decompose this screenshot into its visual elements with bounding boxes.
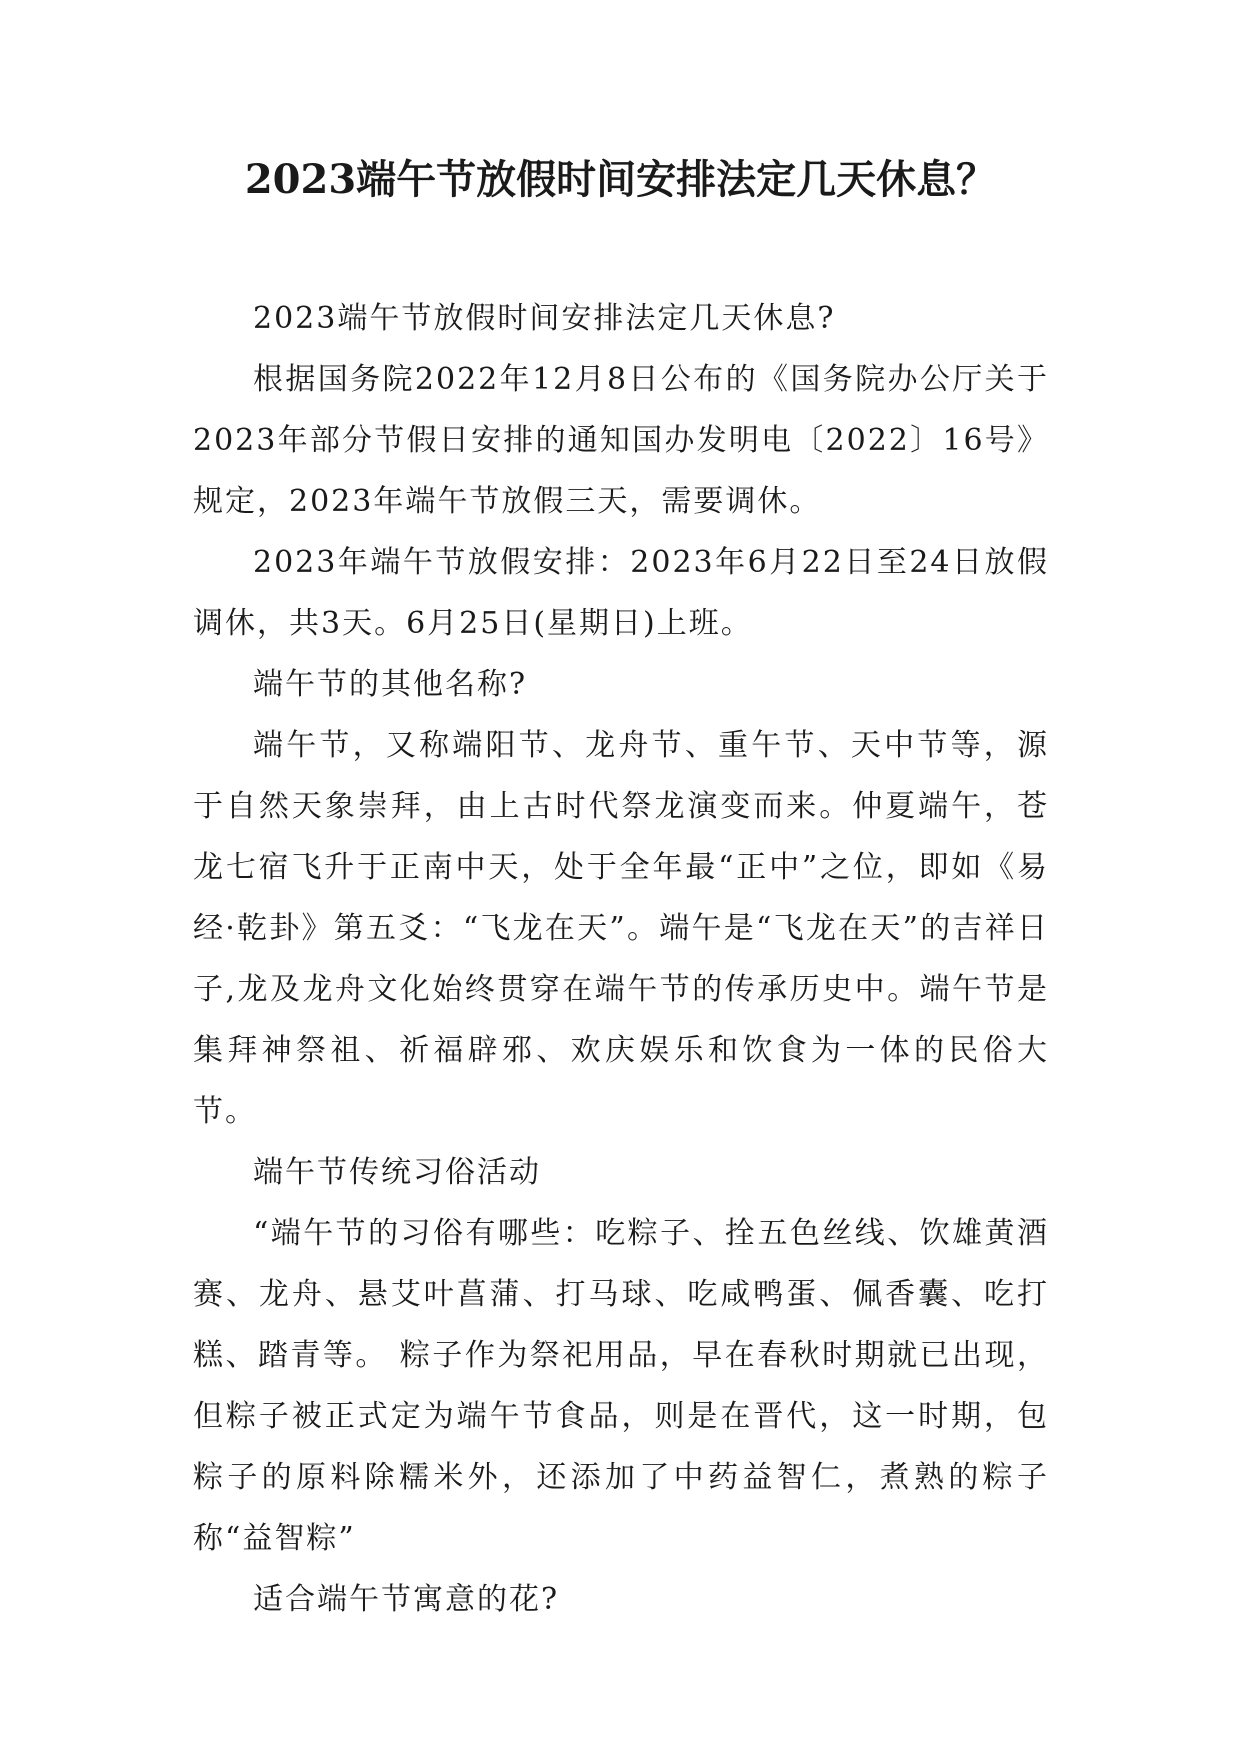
paragraph-heading-customs: 端午节传统习俗活动 <box>253 1155 541 1190</box>
document-title: 2023端午节放假时间安排法定几天休息？ <box>244 156 997 203</box>
document-body <box>193 288 1049 1630</box>
paragraph-heading-flowers: 适合端午节寓意的花? <box>253 1582 560 1617</box>
paragraph-question-holiday: 2023端午节放假时间安排法定几天休息? <box>253 301 836 336</box>
paragraph-holiday-schedule: 2023年端午节放假安排：2023年6月22日至24日放假调休，共3天。6月25日(星期日)上班。 <box>193 545 1049 641</box>
paragraph-customs: “端午节的习俗有哪些：吃粽子、拴五色丝线、饮雄黄酒赛、龙舟、悬艾叶菖蒲、打马球、吃咸鸭蛋、佩香囊、吃打糕、踏青等。 粽子作为祭祀用品，早在春秋时期就已出现，但粽子被正式定为端午节食品，则是在晋代，这一时期，包粽子的原料除糯米外，还添加了中药益智仁，煮熟的粽子称“益智粽” <box>193 1216 1049 1556</box>
paragraph-other-names: 端午节，又称端阳节、龙舟节、重午节、天中节等，源于自然天象崇拜，由上古时代祭龙演变而来。仲夏端午，苍龙七宿飞升于正南中天，处于全年最“正中”之位，即如《易经·乾卦》第五爻：“飞龙在天”。端午是“飞龙在天”的吉祥日子,龙及龙舟文化始终贯穿在端午节的传承历史中。端午节是集拜神祭祖、祈福辟邪、欢庆娱乐和饮食为一体的民俗大节。 <box>193 728 1049 1129</box>
paragraph-state-council-notice: 根据国务院2022年12月8日公布的《国务院办公厅关于2023年部分节假日安排的通知国办发明电〔2022〕16号》规定，2023年端午节放假三天，需要调休。 <box>193 362 1049 519</box>
paragraph-heading-other-names: 端午节的其他名称? <box>253 667 528 702</box>
